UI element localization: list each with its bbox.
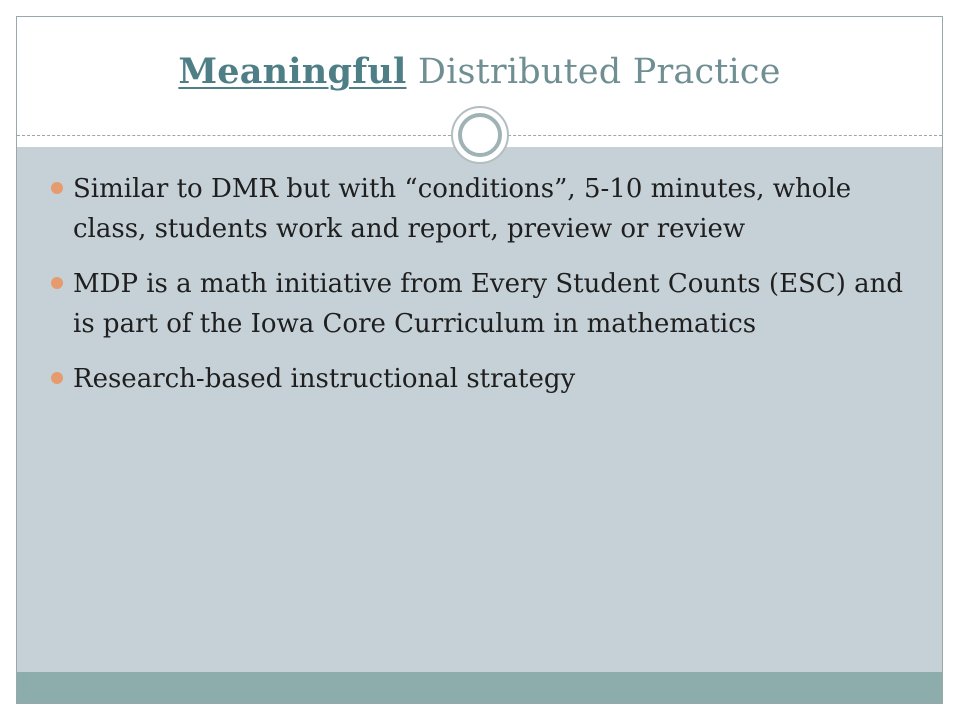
bullet-text: Similar to DMR but with “conditions”, 5-10 minutes, whole class, students work and report, preview or review bbox=[73, 174, 852, 244]
bullet-dot-icon bbox=[51, 277, 63, 289]
slide-title bbox=[17, 51, 942, 92]
list-item bbox=[51, 359, 911, 399]
bullet-dot-icon bbox=[51, 182, 63, 194]
title-rest: Distributed Practice bbox=[406, 52, 781, 92]
list-item bbox=[51, 169, 911, 249]
bullet-dot-icon bbox=[51, 372, 63, 384]
bullet-text: MDP is a math initiative from Every Student Counts (ESC) and is part of the Iowa Core Curriculum in mathematics bbox=[73, 269, 904, 339]
bullet-text: Research-based instructional strategy bbox=[73, 364, 576, 394]
bullet-list bbox=[51, 169, 911, 414]
bottom-band bbox=[17, 672, 942, 703]
slide bbox=[16, 16, 943, 704]
circle-ornament-icon bbox=[451, 106, 509, 164]
list-item bbox=[51, 264, 911, 344]
circle-ornament-inner bbox=[458, 113, 502, 157]
title-highlight-link[interactable]: Meaningful bbox=[178, 51, 407, 92]
